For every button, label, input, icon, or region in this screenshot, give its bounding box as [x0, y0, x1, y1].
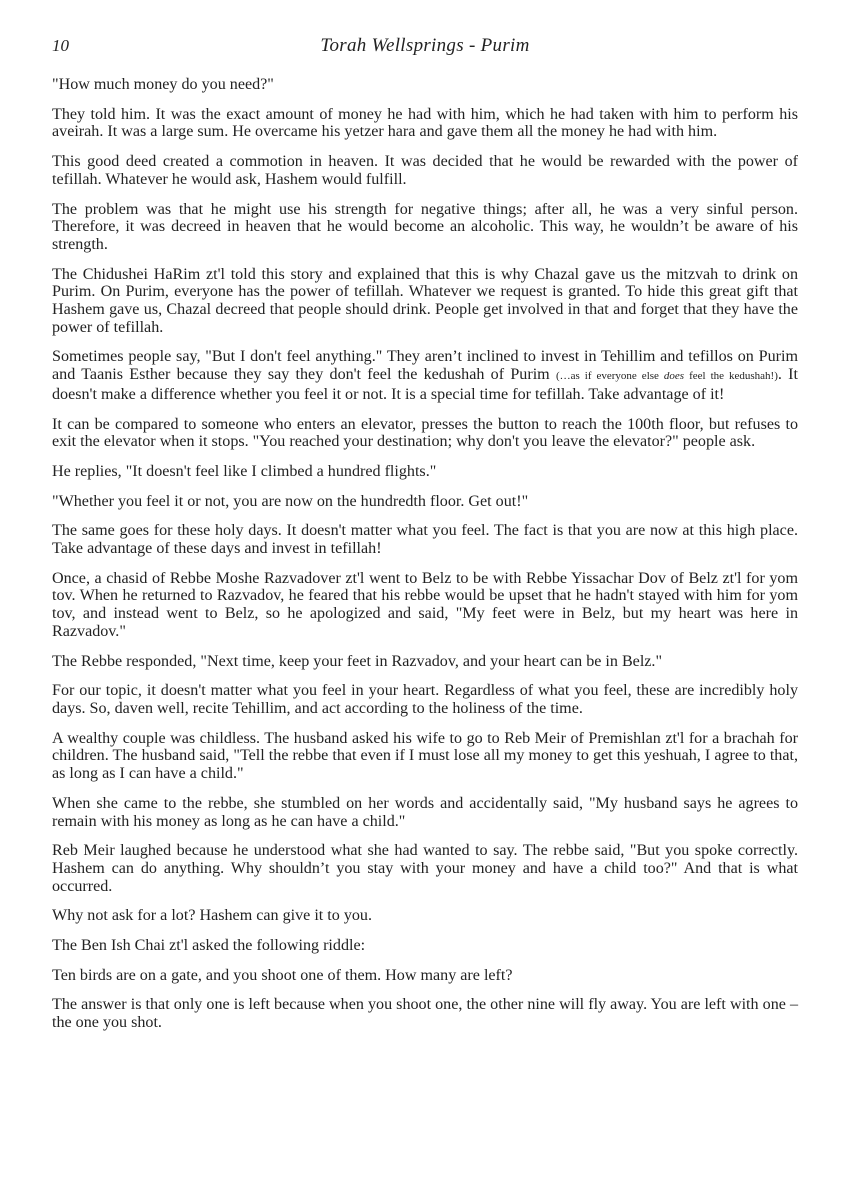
paragraph: The Rebbe responded, "Next time, keep your feet in Razvadov, and your heart can be in Belz." — [52, 652, 663, 670]
text-run: . It doesn't make a difference whether you feel it or not. It is a special time for tefillah. Take advantage of it! — [52, 366, 798, 403]
aside-note — [556, 370, 778, 382]
paragraph: Reb Meir laughed because he understood what she had wanted to say. The rebbe said, "But you spoke correctly. Hashem can do anything. Why shouldn’t you stay with your money and have a child too?" And that is what occurred. — [52, 842, 798, 895]
document-page — [52, 30, 798, 1044]
page-number: 10 — [52, 36, 69, 55]
running-title: Torah Wellsprings - Purim — [320, 35, 530, 56]
paragraph: The same goes for these holy days. It doesn't matter what you feel. The fact is that you are now at this high place. Take advantage of these days and invest in tefillah! — [52, 522, 798, 558]
paragraph: "Whether you feel it or not, you are now on the hundredth floor. Get out!" — [52, 492, 529, 510]
paragraph: For our topic, it doesn't matter what you feel in your heart. Regardless of what you feel, these are incredibly holy days. So, daven well, recite Tehillim, and act according to the holiness of the time. — [52, 682, 798, 717]
paragraph: It can be compared to someone who enters an elevator, presses the button to reach the 100th floor, but refuses to exit the elevator when it stops. "You reached your destination; why don't you leave the elevator?" people ask. — [52, 415, 798, 451]
paragraph: Once, a chasid of Rebbe Moshe Razvadover zt'l went to Belz to be with Rebbe Yissachar Dov of Belz zt'l for yom tov. When he returned to Razvadov, he feared that his rebbe would be upset that he hadn't stayed with him for yom tov, and instead went to Belz, so he apologized and said, "My feet were in Belz, but my heart was here in Razvadov." — [52, 569, 798, 640]
aside-text: (…as if everyone else — [555, 370, 664, 383]
paragraph: A wealthy couple was childless. The husband asked his wife to go to Reb Meir of Premishlan zt'l for a brachah for children. The husband said, "Tell the rebbe that even if I must lose all my money to get this yeshuah, I agree to that, as long as I can have a child." — [52, 729, 798, 783]
paragraph-with-aside — [52, 348, 798, 403]
paragraph: Why not ask for a lot? Hashem can give it to you. — [52, 907, 373, 925]
aside-text: feel the kedushah!) — [684, 370, 778, 383]
paragraph: The answer is that only one is left because when you shoot one, the other nine will fly away. You are left with one – the one you shot. — [52, 996, 798, 1032]
paragraph: Ten birds are on a gate, and you shoot one of them. How many are left? — [52, 966, 513, 984]
aside-emphasis: does — [663, 370, 685, 383]
paragraph: The Ben Ish Chai zt'l asked the following riddle: — [52, 937, 366, 955]
paragraph: "How much money do you need?" — [52, 76, 274, 93]
body-text — [52, 76, 798, 1032]
paragraph: The problem was that he might use his strength for negative things; after all, he was a very sinful person. Therefore, it was decreed in heaven that he would become an alcoholic. This way, he wouldn’t be aware of his strength. — [52, 200, 798, 253]
paragraph: When she came to the rebbe, she stumbled on her words and accidentally said, "My husband says he agrees to remain with his money as long as he can have a child." — [52, 794, 798, 830]
page-header — [52, 30, 798, 60]
text-run: Sometimes people say, "But I don't feel anything." They aren’t inclined to invest in Tehillim and tefillos on Purim and Taanis Esther because they say they don't feel the kedushah of Purim — [52, 348, 798, 384]
paragraph: They told him. It was the exact amount of money he had with him, which he had taken with him to perform his aveirah. It was a large sum. He overcame his yetzer hara and gave them all the money he had with him. — [52, 105, 798, 141]
paragraph: The Chidushei HaRim zt'l told this story and explained that this is why Chazal gave us the mitzvah to drink on Purim. On Purim, everyone has the power of tefillah. Whatever we request is granted. To hide this great gift that Hashem gave us, Chazal decreed that people should drink. People get involved in that and forget that they have the power of tefillah. — [52, 265, 798, 336]
paragraph: This good deed created a commotion in heaven. It was decided that he would be rewarded with the power of tefillah. Whatever he would ask, Hashem would fulfill. — [52, 153, 798, 188]
paragraph: He replies, "It doesn't feel like I climbed a hundred flights." — [52, 462, 437, 480]
